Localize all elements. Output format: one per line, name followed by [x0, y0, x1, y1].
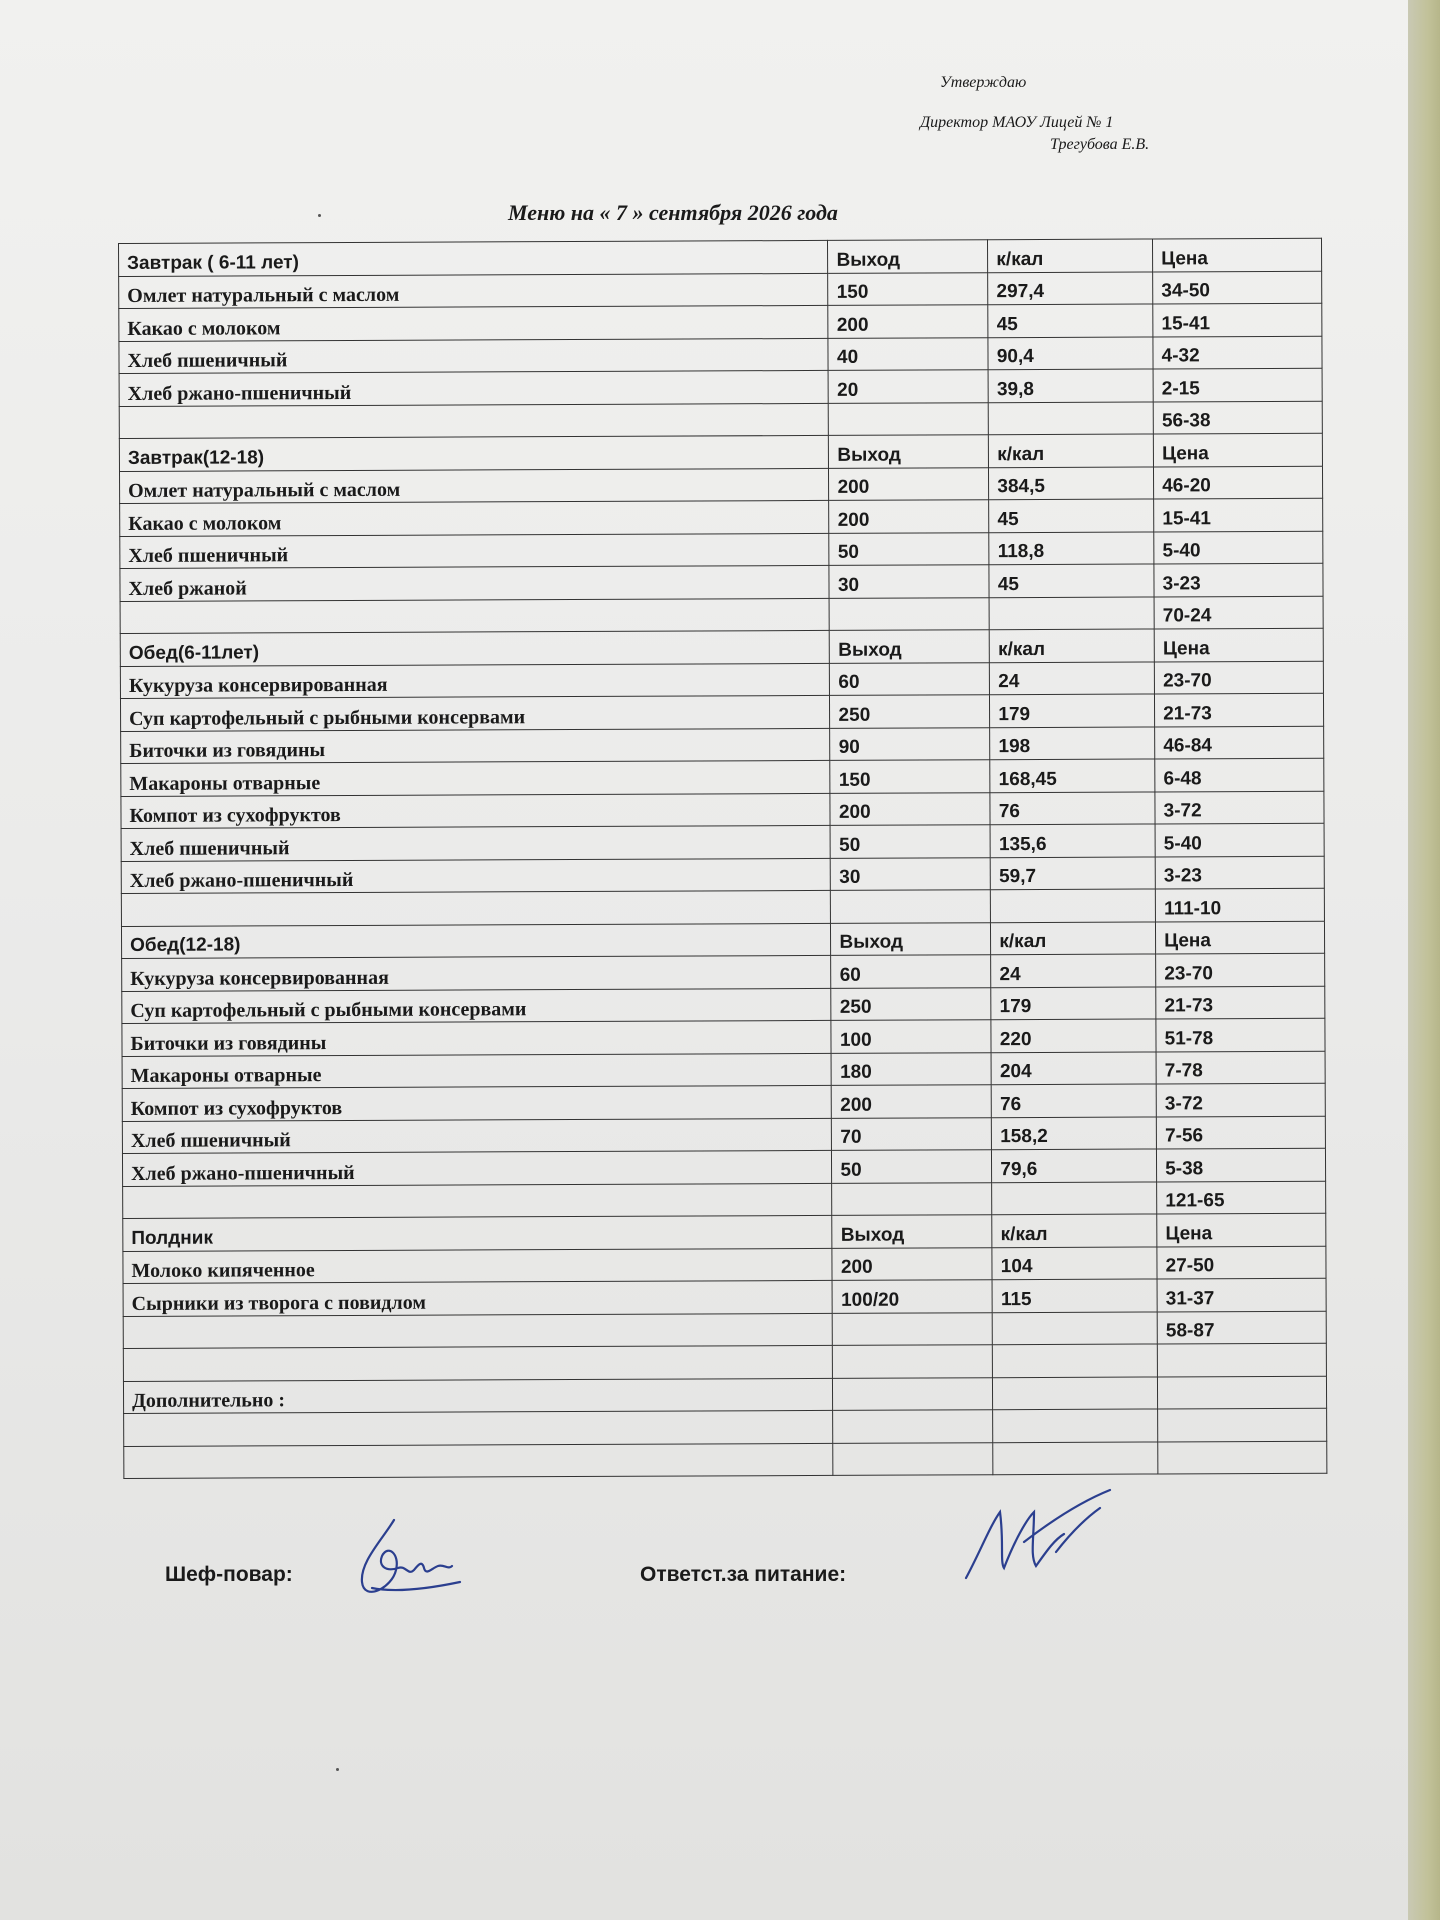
dish-price: 21-73	[1156, 986, 1325, 1019]
dish-name: Макароны отварные	[122, 1053, 832, 1089]
menu-item-row	[121, 758, 1324, 796]
column-output-header: Выход	[829, 435, 989, 468]
chef-signature	[352, 1510, 472, 1610]
dish-kcal: 297,4	[988, 271, 1153, 304]
dish-name: Хлеб пшеничный	[120, 533, 830, 569]
menu-item-row	[120, 498, 1323, 536]
dish-name: Хлеб ржаной	[120, 565, 830, 601]
menu-item-row	[119, 336, 1322, 374]
dish-price: 7-78	[1156, 1051, 1325, 1084]
empty-cell	[124, 1410, 834, 1446]
empty-cell	[1158, 1376, 1327, 1409]
dish-kcal: 24	[990, 661, 1155, 694]
empty-cell	[119, 403, 829, 439]
menu-item-row	[122, 1083, 1325, 1121]
dish-price: 2-15	[1153, 368, 1322, 401]
dish-kcal: 59,7	[991, 856, 1156, 889]
dish-name: Суп картофельный с рыбными консервами	[122, 988, 832, 1024]
dish-kcal: 118,8	[989, 531, 1154, 564]
dish-name: Хлеб ржано-пшеничный	[121, 858, 831, 894]
column-price-header: Цена	[1157, 1213, 1326, 1246]
dish-price: 23-70	[1154, 661, 1323, 694]
dish-price: 34-50	[1153, 271, 1322, 304]
menu-item-row	[120, 531, 1323, 569]
dish-price: 3-23	[1154, 563, 1323, 596]
dish-kcal: 135,6	[990, 824, 1155, 857]
section-total-row	[121, 888, 1324, 926]
section-total-row	[119, 401, 1322, 439]
menu-item-row	[119, 368, 1322, 406]
dish-kcal: 115	[992, 1279, 1157, 1312]
dish-name: Хлеб пшеничный	[119, 338, 829, 374]
section-header-row	[120, 628, 1323, 666]
menu-item-row	[123, 1246, 1326, 1284]
dish-name: Молоко кипяченное	[123, 1248, 833, 1284]
empty-cell	[1158, 1408, 1327, 1441]
menu-item-row	[122, 1148, 1325, 1186]
section-name: Обед(6-11лет)	[120, 630, 830, 666]
column-output-header: Выход	[831, 922, 991, 955]
blank-row	[124, 1441, 1327, 1479]
speck	[318, 214, 321, 217]
column-kcal-header: к/кал	[992, 1214, 1157, 1247]
column-output-header: Выход	[830, 630, 990, 663]
empty-cell	[833, 1410, 993, 1443]
column-price-header: Цена	[1153, 433, 1322, 466]
dish-price: 31-37	[1157, 1278, 1326, 1311]
dish-name: Омлет натуральный с маслом	[119, 468, 829, 504]
dish-output: 200	[832, 1085, 992, 1118]
dish-output: 50	[832, 1150, 992, 1183]
empty-cell	[833, 1442, 993, 1475]
empty-cell	[1157, 1343, 1326, 1376]
menu-item-row	[120, 563, 1323, 601]
dish-name: Биточки из говядины	[122, 1020, 832, 1056]
dish-price: 4-32	[1153, 336, 1322, 369]
empty-cell	[121, 890, 831, 926]
dish-price: 51-78	[1156, 1018, 1325, 1051]
column-kcal-header: к/кал	[989, 434, 1154, 467]
empty-cell	[993, 1344, 1158, 1377]
menu-item-row	[119, 466, 1322, 504]
dish-kcal: 384,5	[989, 466, 1154, 499]
dish-name: Какао с молоком	[120, 500, 830, 536]
column-output-header: Выход	[828, 240, 988, 273]
menu-item-row	[119, 271, 1322, 309]
dish-output: 70	[832, 1117, 992, 1150]
dish-name: Биточки из говядины	[121, 728, 831, 764]
dish-output: 50	[831, 825, 991, 858]
section-total-row	[120, 596, 1323, 634]
column-output-header: Выход	[832, 1215, 992, 1248]
menu-item-row	[120, 661, 1323, 699]
dish-name: Компот из сухофруктов	[121, 793, 831, 829]
empty-cell	[833, 1377, 993, 1410]
dish-kcal: 45	[988, 304, 1153, 337]
column-price-header: Цена	[1154, 628, 1323, 661]
empty-cell	[832, 1182, 992, 1215]
dish-output: 50	[829, 532, 989, 565]
extra-row	[123, 1376, 1326, 1414]
responsible-label: Ответст.за питание:	[640, 1563, 847, 1586]
empty-cell	[993, 1376, 1158, 1409]
dish-name: Хлеб ржано-пшеничный	[122, 1150, 832, 1186]
dish-output: 200	[832, 1247, 992, 1280]
empty-cell	[991, 889, 1156, 922]
dish-kcal: 104	[992, 1246, 1157, 1279]
section-header-row	[119, 238, 1322, 276]
dish-kcal: 79,6	[992, 1149, 1157, 1182]
section-name: Завтрак(12-18)	[119, 435, 829, 471]
blank-row	[123, 1343, 1326, 1381]
dish-output: 30	[831, 857, 991, 890]
section-header-row	[119, 433, 1322, 471]
dish-output: 30	[829, 565, 989, 598]
empty-cell	[833, 1312, 993, 1345]
dish-output: 200	[829, 467, 989, 500]
section-header-row	[123, 1213, 1326, 1251]
dish-price: 46-84	[1155, 726, 1324, 759]
menu-item-row	[121, 726, 1324, 764]
dish-price: 3-72	[1155, 791, 1324, 824]
empty-cell	[123, 1183, 833, 1219]
section-total: 70-24	[1154, 596, 1323, 629]
dish-kcal: 45	[989, 499, 1154, 532]
empty-cell	[993, 1441, 1158, 1474]
column-kcal-header: к/кал	[991, 921, 1156, 954]
dish-output: 150	[830, 760, 990, 793]
menu-item-row	[122, 1051, 1325, 1089]
section-name: Обед(12-18)	[121, 923, 831, 959]
menu-item-row	[121, 823, 1324, 861]
section-total: 58-87	[1157, 1311, 1326, 1344]
dish-kcal: 76	[991, 1084, 1156, 1117]
dish-kcal: 76	[990, 791, 1155, 824]
menu-item-row	[123, 1278, 1326, 1316]
blank-row	[124, 1408, 1327, 1446]
dish-name: Компот из сухофруктов	[122, 1085, 832, 1121]
dish-price: 3-23	[1155, 856, 1324, 889]
dish-price: 5-38	[1157, 1148, 1326, 1181]
empty-cell	[123, 1345, 833, 1381]
section-total-row	[123, 1311, 1326, 1349]
dish-name: Макароны отварные	[121, 760, 831, 796]
dish-output: 250	[831, 987, 991, 1020]
empty-cell	[829, 402, 989, 435]
menu-item-row	[122, 1018, 1325, 1056]
dish-name: Кукуруза консервированная	[120, 663, 830, 699]
dish-kcal: 90,4	[988, 336, 1153, 369]
dish-name: Кукуруза консервированная	[122, 955, 832, 991]
section-total: 56-38	[1153, 401, 1322, 434]
empty-cell	[120, 598, 830, 634]
dish-price: 46-20	[1154, 466, 1323, 499]
dish-output: 90	[830, 727, 990, 760]
dish-output: 100	[831, 1020, 991, 1053]
empty-cell	[993, 1409, 1158, 1442]
chef-label: Шеф-повар:	[165, 1563, 293, 1586]
dish-output: 250	[830, 695, 990, 728]
speck	[336, 1768, 339, 1771]
column-price-header: Цена	[1156, 921, 1325, 954]
menu-item-row	[122, 986, 1325, 1024]
dish-price: 7-56	[1156, 1116, 1325, 1149]
dish-output: 200	[830, 792, 990, 825]
column-kcal-header: к/кал	[990, 629, 1155, 662]
menu-item-row	[122, 1116, 1325, 1154]
dish-price: 15-41	[1154, 498, 1323, 531]
section-header-row	[121, 921, 1324, 959]
dish-kcal: 204	[991, 1051, 1156, 1084]
dish-output: 200	[829, 500, 989, 533]
dish-price: 3-72	[1156, 1083, 1325, 1116]
section-total: 111-10	[1155, 888, 1324, 921]
dish-kcal: 179	[990, 694, 1155, 727]
dish-name: Омлет натуральный с маслом	[119, 273, 829, 309]
empty-cell	[833, 1345, 993, 1378]
dish-name: Хлеб ржано-пшеничный	[119, 370, 829, 406]
dish-output: 40	[828, 337, 988, 370]
empty-cell	[830, 597, 990, 630]
menu-item-row	[122, 953, 1325, 991]
section-name: Завтрак ( 6-11 лет)	[119, 240, 829, 276]
dish-price: 15-41	[1153, 303, 1322, 336]
empty-cell	[123, 1313, 833, 1349]
section-total-row	[123, 1181, 1326, 1219]
empty-cell	[989, 401, 1154, 434]
approval-name: Трегубова Е.В.	[1050, 136, 1150, 153]
section-total: 121-65	[1157, 1181, 1326, 1214]
dish-price: 5-40	[1154, 531, 1323, 564]
empty-cell	[831, 890, 991, 923]
dish-name: Хлеб пшеничный	[122, 1118, 832, 1154]
dish-price: 6-48	[1155, 758, 1324, 791]
dish-output: 200	[828, 305, 988, 338]
dish-kcal: 168,45	[990, 759, 1155, 792]
dish-output: 100/20	[833, 1280, 993, 1313]
dish-name: Суп картофельный с рыбными консервами	[120, 695, 830, 731]
empty-cell	[1158, 1441, 1327, 1474]
dish-output: 180	[832, 1052, 992, 1085]
empty-cell	[992, 1181, 1157, 1214]
dish-kcal: 39,8	[988, 369, 1153, 402]
dish-price: 21-73	[1155, 693, 1324, 726]
approval-position: Директор МАОУ Лицей № 1	[920, 114, 1114, 131]
menu-item-row	[121, 856, 1324, 894]
menu-item-row	[121, 791, 1324, 829]
empty-cell	[992, 1311, 1157, 1344]
approval-heading: Утверждаю	[940, 74, 1027, 91]
dish-kcal: 158,2	[992, 1116, 1157, 1149]
section-name: Полдник	[123, 1215, 833, 1251]
dish-price: 5-40	[1155, 823, 1324, 856]
dish-name: Какао с молоком	[119, 305, 829, 341]
responsible-signature	[960, 1482, 1120, 1592]
dish-price: 23-70	[1156, 953, 1325, 986]
menu-title: Меню на « 7 » сентября 2026 года	[508, 200, 838, 225]
dish-price: 27-50	[1157, 1246, 1326, 1279]
dish-name: Сырники из творога с повидлом	[123, 1280, 833, 1316]
column-kcal-header: к/кал	[988, 239, 1153, 272]
empty-cell	[124, 1443, 834, 1479]
dish-output: 60	[831, 955, 991, 988]
dish-kcal: 220	[991, 1019, 1156, 1052]
table-surface	[1408, 0, 1440, 1920]
menu-item-row	[119, 303, 1322, 341]
dish-kcal: 179	[991, 986, 1156, 1019]
extra-label: Дополнительно :	[123, 1378, 833, 1414]
dish-name: Хлеб пшеничный	[121, 825, 831, 861]
dish-output: 60	[830, 662, 990, 695]
empty-cell	[989, 596, 1154, 629]
menu-table	[118, 238, 1327, 1479]
dish-output: 150	[828, 272, 988, 305]
dish-kcal: 198	[990, 726, 1155, 759]
column-price-header: Цена	[1153, 238, 1322, 271]
dish-kcal: 24	[991, 954, 1156, 987]
dish-kcal: 45	[989, 564, 1154, 597]
dish-output: 20	[829, 370, 989, 403]
menu-item-row	[120, 693, 1323, 731]
